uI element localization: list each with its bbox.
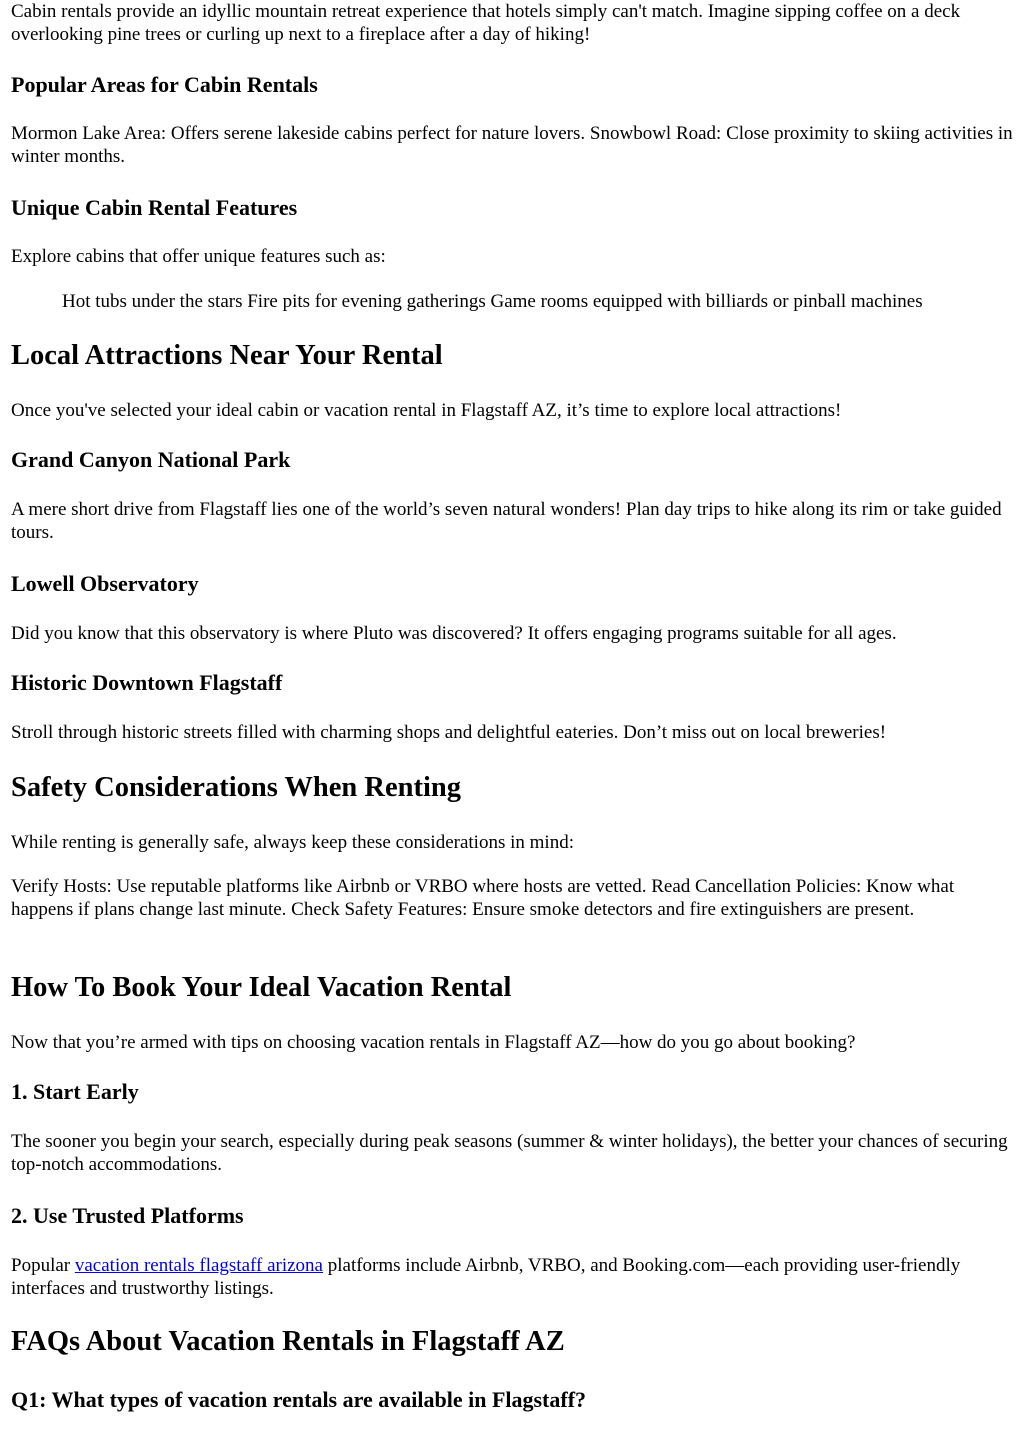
faqs-heading: FAQs About Vacation Rentals in Flagstaff AZ: [11, 1326, 565, 1357]
grand-canyon-paragraph: A mere short drive from Flagstaff lies one of the world’s seven natural wonders! Plan day trips to hike along its rim or take guided tours.: [11, 499, 1002, 543]
trusted-platforms-paragraph: [11, 1254, 1013, 1300]
popular-areas-heading: Popular Areas for Cabin Rentals: [11, 72, 318, 97]
downtown-heading: Historic Downtown Flagstaff: [11, 670, 283, 695]
trusted-text-before: Popular: [11, 1255, 75, 1276]
start-early-heading: 1. Start Early: [11, 1079, 139, 1104]
lowell-paragraph: Did you know that this observatory is where Pluto was discovered? It offers engaging programs suitable for all ages.: [11, 623, 897, 644]
unique-features-paragraph: Explore cabins that offer unique features such as:: [11, 246, 386, 267]
trusted-platforms-heading: 2. Use Trusted Platforms: [11, 1203, 244, 1228]
safety-heading: Safety Considerations When Renting: [11, 772, 461, 803]
lowell-heading: Lowell Observatory: [11, 571, 199, 596]
trusted-text-after: platforms include Airbnb, VRBO, and Booking.com—each providing user-friendly interfaces and trustworthy listings.: [11, 1255, 961, 1299]
grand-canyon-heading: Grand Canyon National Park: [11, 447, 291, 472]
unique-features-list: Hot tubs under the stars Fire pits for evening gatherings Game rooms equipped with billiards or pinball machines: [62, 291, 923, 312]
intro-paragraph: Cabin rentals provide an idyllic mountain retreat experience that hotels simply can't match. Imagine sipping coffee on a deck overlooking pine trees or curling up next to a fireplace after a day of hiking!: [11, 1, 961, 45]
safety-paragraph-1: While renting is generally safe, always keep these considerations in mind:: [11, 832, 574, 853]
faq-q1-heading: Q1: What types of vacation rentals are available in Flagstaff?: [11, 1387, 587, 1412]
booking-paragraph: Now that you’re armed with tips on choosing vacation rentals in Flagstaff AZ—how do you go about booking?: [11, 1032, 856, 1053]
local-attractions-heading: Local Attractions Near Your Rental: [11, 340, 443, 371]
downtown-paragraph: Stroll through historic streets filled with charming shops and delightful eateries. Don’t miss out on local breweries!: [11, 722, 887, 743]
start-early-paragraph: The sooner you begin your search, especially during peak seasons (summer & winter holidays), the better your chances of securing top-notch accommodations.: [11, 1131, 1008, 1175]
safety-paragraph-2: Verify Hosts: Use reputable platforms like Airbnb or VRBO where hosts are vetted. Read Cancellation Policies: Know what happens if plans change last minute. Check Safety Features: Ensure smoke detectors and fire extinguishers are present.: [11, 876, 955, 920]
vacation-rentals-link[interactable]: vacation rentals flagstaff arizona: [74, 1255, 323, 1276]
local-attractions-paragraph: Once you've selected your ideal cabin or vacation rental in Flagstaff AZ, it’s time to explore local attractions!: [11, 400, 842, 421]
booking-heading: How To Book Your Ideal Vacation Rental: [11, 972, 512, 1003]
popular-areas-paragraph: Mormon Lake Area: Offers serene lakeside cabins perfect for nature lovers. Snowbowl Road: Close proximity to skiing activities in winter months.: [11, 123, 1013, 167]
unique-features-heading: Unique Cabin Rental Features: [11, 195, 298, 220]
